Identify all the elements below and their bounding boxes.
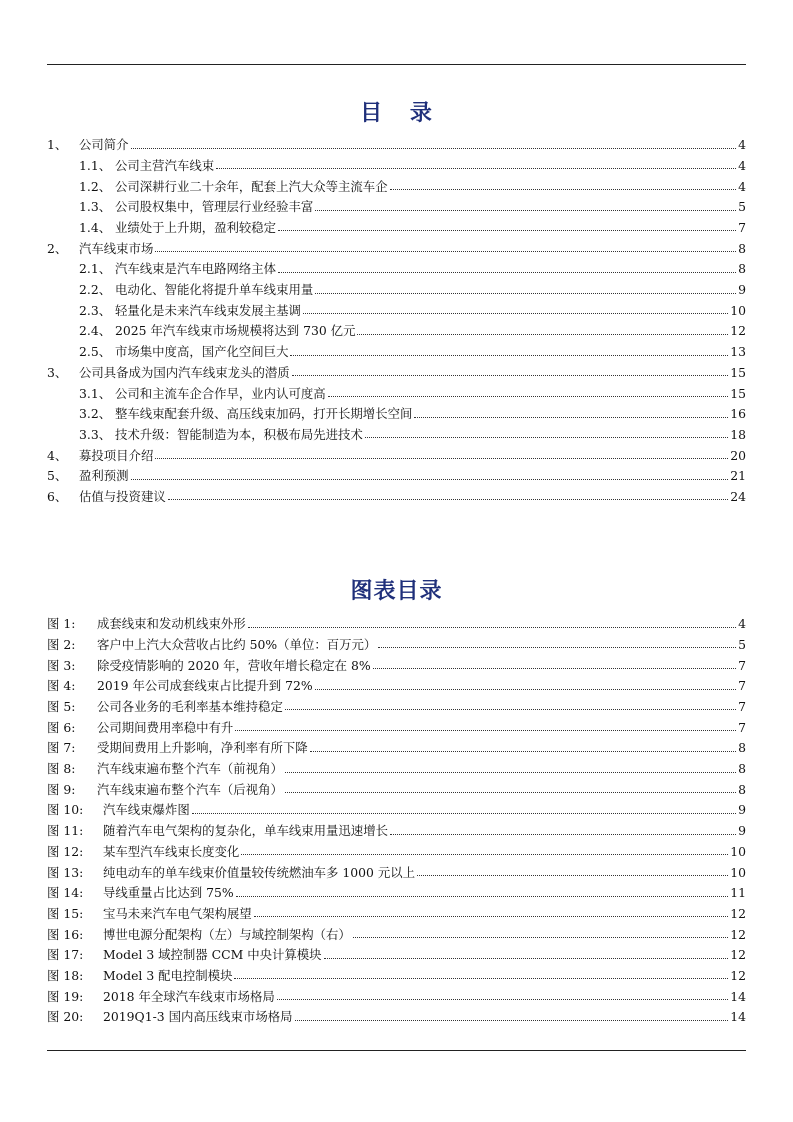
entry-number: 图 19: xyxy=(47,988,84,1004)
toc-entry[interactable] xyxy=(47,359,746,380)
entry-title: 客户中上汽大众营收占比约 50%（单位：百万元） xyxy=(97,636,377,652)
entry-number: 6、 xyxy=(47,488,68,504)
entry-title: Model 3 域控制器 CCM 中央计算模块 xyxy=(103,947,322,963)
toc-heading: 目 录 xyxy=(360,101,433,126)
entry-page: 7 xyxy=(738,220,746,236)
entry-title: 博世电源分配架构（左）与域控制架构（右） xyxy=(103,926,351,942)
entry-number: 图 2: xyxy=(47,636,76,652)
entry-title: 2019 年公司成套线束占比提升到 72% xyxy=(97,678,313,694)
dot-leader xyxy=(131,479,729,480)
header-rule xyxy=(47,64,746,65)
entry-number: 图 3: xyxy=(47,657,76,673)
toc-entry[interactable] xyxy=(47,379,746,400)
figures-heading: 图表目录 xyxy=(350,579,443,604)
entry-page: 11 xyxy=(730,885,746,901)
dot-leader xyxy=(278,230,736,231)
entry-number: 图 4: xyxy=(47,678,76,694)
figure-entry[interactable] xyxy=(47,962,746,983)
entry-page: 4 xyxy=(738,178,746,194)
entry-number: 图 18: xyxy=(47,967,84,983)
entry-title: Model 3 配电控制模块 xyxy=(103,967,233,983)
entry-number: 2、 xyxy=(47,240,68,256)
entry-number: 图 5: xyxy=(47,699,76,715)
entry-page: 9 xyxy=(738,823,746,839)
entry-number: 图 17: xyxy=(47,947,84,963)
entry-title: 受期间费用上升影响，净利率有所下降 xyxy=(97,740,308,756)
toc-entry[interactable] xyxy=(47,462,746,483)
figure-entry[interactable] xyxy=(47,1003,746,1024)
entry-page: 8 xyxy=(738,761,746,777)
entry-title: 公司简介 xyxy=(79,137,129,153)
dot-leader xyxy=(278,272,736,273)
entry-page: 10 xyxy=(730,843,746,859)
entry-number: 1.4、 xyxy=(79,220,112,236)
dot-leader xyxy=(310,751,736,752)
figure-entry[interactable] xyxy=(47,631,746,652)
entry-title: 纯电动车的单车线束价值量较传统燃油车多 1000 元以上 xyxy=(103,864,416,880)
figure-entry[interactable] xyxy=(47,672,746,693)
dot-leader xyxy=(353,937,728,938)
entry-page: 8 xyxy=(738,240,746,256)
dot-leader xyxy=(155,251,736,252)
entry-title: 公司和主流车企合作早，业内认可度高 xyxy=(115,385,326,401)
entry-page: 4 xyxy=(738,157,746,173)
figure-entry[interactable] xyxy=(47,610,746,631)
entry-page: 12 xyxy=(730,905,746,921)
dot-leader xyxy=(292,375,729,376)
entry-page: 9 xyxy=(738,282,746,298)
entry-title: 整车线束配套升级、高压线束加码，打开长期增长空间 xyxy=(115,406,413,422)
entry-title: 募投项目介绍 xyxy=(79,447,154,463)
entry-page: 20 xyxy=(730,447,746,463)
dot-leader xyxy=(390,834,736,835)
entry-number: 2.5、 xyxy=(79,344,112,360)
entry-page: 4 xyxy=(738,616,746,632)
dot-leader xyxy=(168,499,728,500)
entry-title: 汽车线束遍布整个汽车（后视角） xyxy=(97,781,283,797)
entry-title: 公司主营汽车线束 xyxy=(115,157,215,173)
entry-title: 2025 年汽车线束市场规模将达到 730 亿元 xyxy=(115,323,356,339)
entry-number: 2.4、 xyxy=(79,323,112,339)
figure-entry[interactable] xyxy=(47,734,746,755)
entry-page: 18 xyxy=(730,426,746,442)
entry-page: 12 xyxy=(730,967,746,983)
figures-list xyxy=(47,610,746,1024)
entry-title: 导线重量占比达到 75% xyxy=(103,885,234,901)
entry-number: 3.3、 xyxy=(79,426,112,442)
toc-entry[interactable] xyxy=(47,483,746,504)
toc-entry[interactable] xyxy=(47,421,746,442)
entry-title: 宝马未来汽车电气架构展望 xyxy=(103,905,252,921)
toc-entry[interactable] xyxy=(47,400,746,421)
entry-page: 5 xyxy=(738,636,746,652)
entry-page: 12 xyxy=(730,926,746,942)
entry-number: 3、 xyxy=(47,364,68,380)
entry-number: 图 15: xyxy=(47,905,84,921)
dot-leader xyxy=(241,854,728,855)
entry-number: 1、 xyxy=(47,137,68,153)
dot-leader xyxy=(315,293,736,294)
entry-number: 图 9: xyxy=(47,781,76,797)
dot-leader xyxy=(324,958,729,959)
entry-title: 汽车线束遍布整个汽车（前视角） xyxy=(97,761,283,777)
entry-number: 1.2、 xyxy=(79,178,112,194)
entry-page: 12 xyxy=(730,947,746,963)
entry-title: 电动化、智能化将提升单车线束用量 xyxy=(115,282,314,298)
entry-page: 10 xyxy=(730,864,746,880)
entry-number: 4、 xyxy=(47,447,68,463)
entry-page: 7 xyxy=(738,678,746,694)
dot-leader xyxy=(295,1020,729,1021)
entry-title: 估值与投资建议 xyxy=(79,488,166,504)
dot-leader xyxy=(285,709,736,710)
entry-number: 图 10: xyxy=(47,802,84,818)
entry-page: 13 xyxy=(730,344,746,360)
entry-page: 9 xyxy=(738,802,746,818)
entry-title: 公司期间费用率稳中有升 xyxy=(97,719,234,735)
entry-page: 14 xyxy=(730,1009,746,1025)
entry-number: 图 12: xyxy=(47,843,84,859)
dot-leader xyxy=(365,437,728,438)
entry-number: 1.3、 xyxy=(79,199,112,215)
entry-page: 21 xyxy=(730,468,746,484)
entry-number: 3.1、 xyxy=(79,385,112,401)
entry-title: 2019Q1-3 国内高压线束市场格局 xyxy=(103,1009,293,1025)
entry-title: 公司深耕行业二十余年，配套上汽大众等主流车企 xyxy=(115,178,388,194)
toc-entry[interactable] xyxy=(47,276,746,297)
dot-leader xyxy=(155,458,728,459)
footer-rule xyxy=(47,1050,746,1051)
entry-title: 盈利预测 xyxy=(79,468,129,484)
dot-leader xyxy=(234,978,728,979)
dot-leader xyxy=(254,916,729,917)
toc-entry[interactable] xyxy=(47,255,746,276)
entry-page: 7 xyxy=(738,657,746,673)
toc-entry[interactable] xyxy=(47,234,746,255)
dot-leader xyxy=(285,792,736,793)
toc-list xyxy=(47,131,746,503)
entry-title: 公司股权集中，管理层行业经验丰富 xyxy=(115,199,314,215)
toc-entry[interactable] xyxy=(47,338,746,359)
entry-title: 除受疫情影响的 2020 年，营收年增长稳定在 8% xyxy=(97,657,371,673)
dot-leader xyxy=(277,999,728,1000)
entry-title: 汽车线束市场 xyxy=(79,240,154,256)
entry-page: 16 xyxy=(730,406,746,422)
entry-number: 2.3、 xyxy=(79,302,112,318)
entry-page: 10 xyxy=(730,302,746,318)
entry-title: 轻量化是未来汽车线束发展主基调 xyxy=(115,302,301,318)
entry-page: 12 xyxy=(730,323,746,339)
toc-entry[interactable] xyxy=(47,172,746,193)
entry-page: 5 xyxy=(738,199,746,215)
entry-title: 技术升级：智能制造为本，积极布局先进技术 xyxy=(115,426,363,442)
entry-number: 图 11: xyxy=(47,823,84,839)
toc-entry[interactable] xyxy=(47,152,746,173)
entry-number: 图 8: xyxy=(47,761,76,777)
figure-entry[interactable] xyxy=(47,796,746,817)
dot-leader xyxy=(131,148,737,149)
entry-page: 8 xyxy=(738,740,746,756)
dot-leader xyxy=(235,730,736,731)
entry-title: 公司各业务的毛利率基本维持稳定 xyxy=(97,699,283,715)
figure-entry[interactable] xyxy=(47,900,746,921)
entry-title: 业绩处于上升期，盈利较稳定 xyxy=(115,220,277,236)
figure-entry[interactable] xyxy=(47,817,746,838)
dot-leader xyxy=(373,668,736,669)
dot-leader xyxy=(248,627,736,628)
entry-number: 图 7: xyxy=(47,740,76,756)
toc-entry[interactable] xyxy=(47,441,746,462)
entry-title: 成套线束和发动机线束外形 xyxy=(97,616,246,632)
figure-entry[interactable] xyxy=(47,651,746,672)
entry-number: 2.2、 xyxy=(79,282,112,298)
entry-number: 图 16: xyxy=(47,926,84,942)
entry-page: 7 xyxy=(738,699,746,715)
dot-leader xyxy=(290,355,728,356)
toc-entry[interactable] xyxy=(47,297,746,318)
entry-number: 2.1、 xyxy=(79,261,112,277)
figure-entry[interactable] xyxy=(47,838,746,859)
dot-leader xyxy=(236,896,729,897)
entry-title: 汽车线束是汽车电路网络主体 xyxy=(115,261,277,277)
dot-leader xyxy=(357,334,728,335)
entry-number: 图 6: xyxy=(47,719,76,735)
dot-leader xyxy=(390,189,737,190)
figure-entry[interactable] xyxy=(47,776,746,797)
entry-title: 随着汽车电气架构的复杂化，单车线束用量迅速增长 xyxy=(103,823,388,839)
figure-entry[interactable] xyxy=(47,879,746,900)
entry-title: 某车型汽车线束长度变化 xyxy=(103,843,240,859)
dot-leader xyxy=(192,813,736,814)
figure-entry[interactable] xyxy=(47,755,746,776)
figure-entry[interactable] xyxy=(47,982,746,1003)
figure-entry[interactable] xyxy=(47,858,746,879)
entry-title: 市场集中度高，国产化空间巨大 xyxy=(115,344,289,360)
entry-number: 图 1: xyxy=(47,616,76,632)
entry-number: 1.1、 xyxy=(79,157,112,173)
dot-leader xyxy=(328,396,729,397)
entry-page: 7 xyxy=(738,719,746,735)
entry-page: 14 xyxy=(730,988,746,1004)
entry-page: 8 xyxy=(738,261,746,277)
entry-page: 15 xyxy=(730,364,746,380)
entry-page: 4 xyxy=(738,137,746,153)
figure-entry[interactable] xyxy=(47,941,746,962)
entry-page: 24 xyxy=(730,488,746,504)
figure-entry[interactable] xyxy=(47,920,746,941)
dot-leader xyxy=(414,417,728,418)
toc-entry[interactable] xyxy=(47,131,746,152)
figure-entry[interactable] xyxy=(47,713,746,734)
toc-entry[interactable] xyxy=(47,193,746,214)
dot-leader xyxy=(378,647,736,648)
entry-page: 8 xyxy=(738,781,746,797)
entry-number: 5、 xyxy=(47,468,68,484)
dot-leader xyxy=(315,210,736,211)
entry-title: 公司具备成为国内汽车线束龙头的潜质 xyxy=(79,364,290,380)
entry-number: 图 14: xyxy=(47,885,84,901)
entry-number: 3.2、 xyxy=(79,406,112,422)
dot-leader xyxy=(315,689,736,690)
toc-entry[interactable] xyxy=(47,317,746,338)
entry-number: 图 13: xyxy=(47,864,84,880)
dot-leader xyxy=(417,875,728,876)
entry-number: 图 20: xyxy=(47,1009,84,1025)
figure-entry[interactable] xyxy=(47,693,746,714)
entry-title: 2018 年全球汽车线束市场格局 xyxy=(103,988,275,1004)
dot-leader xyxy=(285,772,736,773)
entry-page: 15 xyxy=(730,385,746,401)
dot-leader xyxy=(303,313,728,314)
dot-leader xyxy=(216,168,736,169)
entry-title: 汽车线束爆炸图 xyxy=(103,802,190,818)
toc-entry[interactable] xyxy=(47,214,746,235)
